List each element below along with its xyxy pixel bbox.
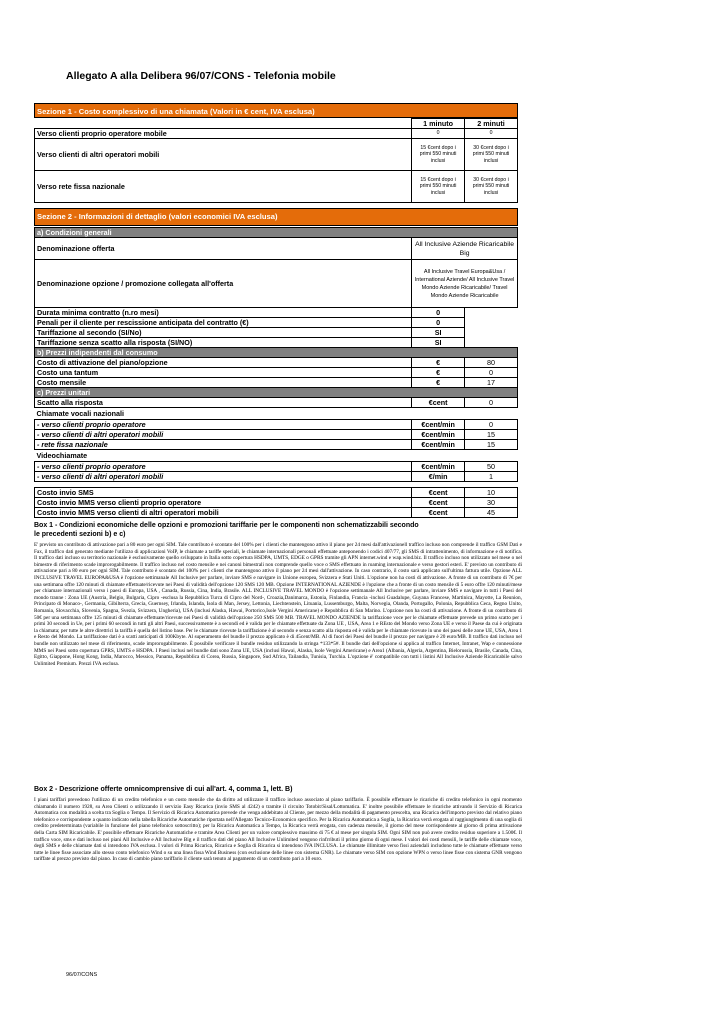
message-value: 30 — [465, 498, 518, 508]
box2-title: Box 2 - Descrizione offerte omnicomprensive di cui all'art. 4, comma 1, lett. B) — [34, 786, 293, 793]
message-label: Costo invio MMS verso clienti di altri operatori mobili — [35, 508, 412, 518]
scatto-label: Scatto alla risposta — [35, 398, 412, 408]
section1-table — [34, 118, 518, 203]
subsection-a-header: a) Condizioni generali — [35, 228, 518, 238]
general-value: SI — [412, 338, 465, 348]
message-unit: €cent — [412, 508, 465, 518]
row-label: Verso clienti di altri operatori mobili — [35, 139, 412, 171]
row-value: 30 €cent dopo i primi 550 minuti inclusi — [465, 171, 518, 203]
video-label: - verso clienti proprio operatore — [35, 462, 412, 472]
voice-header: Chiamate vocali nazionali — [35, 408, 412, 420]
page-footer: 96/07/CONS — [66, 972, 98, 978]
row-value: 0 — [465, 129, 518, 139]
row-label: Verso clienti proprio operatore mobile — [35, 129, 412, 139]
general-value: SI — [412, 328, 465, 338]
section2-table — [34, 227, 518, 518]
general-label: Penali per il cliente per rescissione anticipata del contratto (€) — [35, 318, 412, 328]
page-title: Allegato A alla Delibera 96/07/CONS - Telefonia mobile — [66, 70, 336, 82]
option-value: All Inclusive Travel Europa&Usa / International Aziende/ All Inclusive Travel Mondo Aziende Ricaricabile/ Travel Mondo Aziende Ricaricabile — [412, 260, 518, 308]
col-1-minuto: 1 minuto — [412, 119, 465, 129]
row-value: 0 — [412, 129, 465, 139]
video-unit: €/min — [412, 472, 465, 482]
subsection-c-header: c) Prezzi unitari — [35, 388, 518, 398]
voice-unit: €cent/min — [412, 440, 465, 450]
voice-label: - verso clienti di altri operatori mobili — [35, 430, 412, 440]
message-value: 10 — [465, 488, 518, 498]
option-label: Denominazione opzione / promozione collegata all'offerta — [35, 260, 412, 308]
scatto-value: 0 — [465, 398, 518, 408]
video-header: Videochiamate — [35, 450, 412, 462]
scatto-unit: €cent — [412, 398, 465, 408]
fixed-label: Costo mensile — [35, 378, 412, 388]
row-value: 30 €cent dopo i primi 550 minuti inclusi — [465, 139, 518, 171]
box1-title: Box 1 - Condizioni economiche delle opzioni e promozioni tariffarie per le componenti non schematizzabili secondo le precedenti sezioni b) e c) — [34, 522, 419, 538]
fixed-label: Costo di attivazione del piano/opzione — [35, 358, 412, 368]
row-value: 15 €cent dopo i primi 550 minuti inclusi — [412, 139, 465, 171]
fixed-unit: € — [412, 378, 465, 388]
general-value: 0 — [412, 308, 465, 318]
box2-text: I piani tariffari prevedono l'utilizzo di un credito telefonico e un costo mensile che da diritto ad utilizzare il traffico incluso associato al piano tariffario. È possibile effettuare le ricariche di credito telefonico in ogni momento chiamando il numero 1928, su Area Clienti o utilizzando il servizio Easy Ricarica (invio SMS al 4242) o tramite il circuito Totobit/Sisal/Lottomatica. E' inoltre possibile effettuare le ricariche attivando il Servizio di Ricarica Automatica con modalità a scelta tra Soglia o Tempo. Il Servizio di Ricarica Automatica prevede che venga addebitato al Cliente, per mezzo della modalità di pagamento prescelta, una Ricarica dell'importo previsto dal relativo piano telefonico e corrispondente a quanto indicato nella tabella Ricariche Automatiche riportata nell'Allegato Tecnico-Economico specifico. Per la Ricarica Automatica a Soglia, la Ricarica verrà erogata al raggiungimento di una soglia di credito predeterminata (variabile in funzione del piano telefonico sottoscritto); per la Ricarica Automatica a Tempo, la Ricarica verrà erogata, con cadenza mensile, il giorno del mese corrispondente al giorno di prima attivazione della Carta SIM Ricaricabile. E' possibile effettuare Ricariche Automatiche e tramite Area Clienti per un valore complessivo massimo di 75 € al mese per singola SIM. Ogni SIM non può avere credito residuo superiore a 1.500€. Il traffico voce, sms e dati incluso nei piani All Inclusive e All Inclusive Big e il traffico dati del piano All Inclusive Unlimited vengono rinfrributi il primo giorno di ogni mese. I valori dei costi mensili, le tariffe delle chiamate voce, degli SMS e delle chiamate dati si intendono IVA esclusa. I valori di Prima Ricarica, Ricarica e Soglia di Ricarica si intendono IVA INCLUSA. Le chiamate illimitate verso fissi aziendali includono tutte le chiamate effettuate verso tutte le linee fisse associate allo stesso conto telefonico Wind o su una linea fissa Wind Business (con esclusione delle linee con sistema GNR). Le chiamate verso SIM con opzione WPN o verso linee fisse con sistema GNR vengono tariffate al prezzo previsto dal piano. In caso di cambio piano tariffario il cliente sarà tenuto al pagamento di un contributo pari a 10 euro. — [34, 797, 522, 863]
message-unit: €cent — [412, 498, 465, 508]
voice-value: 15 — [465, 430, 518, 440]
offer-value: All Inclusive Aziende Ricaricabile Big — [412, 238, 518, 260]
voice-value: 0 — [465, 420, 518, 430]
section1-header: Sezione 1 - Costo complessivo di una chiamata (Valori in € cent, IVA esclusa) — [34, 103, 518, 118]
offer-label: Denominazione offerta — [35, 238, 412, 260]
message-unit: €cent — [412, 488, 465, 498]
row-label: Verso rete fissa nazionale — [35, 171, 412, 203]
message-label: Costo invio MMS verso clienti proprio operatore — [35, 498, 412, 508]
col-2-minuti: 2 minuti — [465, 119, 518, 129]
general-label: Tariffazione al secondo (SI/No) — [35, 328, 412, 338]
voice-value: 15 — [465, 440, 518, 450]
voice-unit: €cent/min — [412, 420, 465, 430]
voice-label: - verso clienti proprio operatore — [35, 420, 412, 430]
fixed-value: 80 — [465, 358, 518, 368]
general-label: Durata minima contratto (n.ro mesi) — [35, 308, 412, 318]
fixed-label: Costo una tantum — [35, 368, 412, 378]
general-value: 0 — [412, 318, 465, 328]
video-value: 50 — [465, 462, 518, 472]
row-value: 15 €cent dopo i primi 550 minuti inclusi — [412, 171, 465, 203]
box1-text: E' previsto un contributo di attivazione pari a 80 euro per ogni SIM. Tale contributo è scontato del 100% per i clienti che mantengono attivo il piano per 24 mesi dall'attivazionell traffico incluso non comprende il traffico GSM Dati e Fax, il traffico dati generato mediante l'utilizzo di applicazioni VoIP, le chiamate a tariffe speciali, le chiamate internazionali personali effettuate anteponendo i codici 407/77, gli SMS di intrattenimento, di informazione e di notifica. Il traffico dati incluso su territorio nazionale è esclusivamente quello sviluppato in Italia sotto copertura HSDPA, UMTS, EDGE o GPRS tramite gli APN internet.wind e wap.wind.biz. Il traffico incluso non utilizzato nel mese o nel bimestre di riferimento scade improrogabilmente. Il traffico incluso nel costo mensile e nei canoni bimestrali non comprende quello voce o SMS effettuato in roaming internazionale e verso gestori esteri. E' previsto un contributo di attivazione pari a 80 euro per ogni SIM. Tale contributo è scontato del 100% per i clienti che mantengono attivo il piano per 24 mesi dall'attivazione. In caso contrario, il costo sarà applicato sull'ultima fattura utile. Opzione ALL INCLUSIVE TRAVEL EUROPA&USA è l'opzione settimanale All Inclusive per parlare, inviare SMS e navigare in Unione europea, Svizzera e Stati Uniti. L'opzione non ha costi di attivazione. A fronte di un contributo di 7€ per una settimana offre 120 minuti di chiamate effettuate/ricevute nei Paesi di validità dell'opzione 120 SMS 120 MB. Opzione INTERNATIONAL AZIENDE è l'opzione che a fronte di un costo mensile di 5 euro offre 120 minuti/mese per chiamare internazionali verso i paesi di Europa, USA , Canada, Russia, Cina, India, Brasile. ALL INCLUSIVE TRAVEL MONDO è l'opzione settimanale All Inclusive per parlare, inviare SMS e navigare in tutti i Paesi del mondo tranne : Zona UE (Austria, Belgio, Bulgaria, Cipro -esclusa la Repubblica Turca di Cipro del Nord-, Croazia,Danimarca, Estonia, Finlandia, Francia -inclusi Guadalupe, Guyana Francese, Martinica, Mayotte, La Reunion, Principato di Monaco-, Germania, Gibilterra, Grecia, Guernsey, Irlanda, Islanda, Isola di Man, Jersey, Lettonia, Liechtenstein, Lituania, Lussemburgo, Malta, Norvegia, Olanda, Portogallo, Polonia, Repubblica Ceca, Regno Unito, Romania, Slovacchia, Slovenia, Spagna, Svezia, Svizzera, Ungheria), USA (inclusi Alaska, Hawai, Portorico,Isole Vergini Americane) e Repubblica di San Marino. L'opzione non ha costi di attivazione. A fronte di un contributo di 50€ per una settimana offre 125 minuti di chiamate effettuate/ricevute nei Paesi di validità dell'opzione 250 SMS 500 MB. TRAVEL MONDO AZIENDE la tariffazione voce per le chiamate effettuate prevede un primo scatto per i primi 30 secondi in Ue, per i primi 60 secondi in tutti gli altri Paesi, successivamente è a secondi ed è valida per le chiamate effettuate da Zona UE , USA, Area 1 e REsto del Mondo verso Zona UE e verso il Paese da cui è originata la chiamata; per tutte le altre direttrici la tariffa è quella del listino base. Per le chiamate ricevute la tariffazione è al secondo e senza scatto alla risposta ed è valida per le chiamate ricevute in uno dei paesi delle zone UE, USA, Area 1 e Resto del Mondo. La tariffazione dati è a scatti anticipati di 100Kbyte. Al superamento del bundle il prezzo applicato è di 45cent/MB. Al di fuori dei Paesi del bundle il prezzo per navigare è 20 euro/MB. Il traffico dati incluso nel bundle non utilizzato nel mese di riferimento, scade improrogabilmente. È possibile verificare il bundle residuo utilizzando la stringa *133*5#. Il bundle dati dell'opzione si applica al traffico Internet, Intranet, Wap e connessione MMS nei Paesi sotto copertura GPRS, UMTS e HSDPA. I Paesi inclusi nel bundle dati sono Zona UE, USA (inclusi Hawai, Alaska, Isole Vergini Americane) e Area1 (Albania, Algeria, Argentina, Bielorussia, Brasile, Canada, Cina, Egitto, Giappone, Hong Kong, India, Marocco, Messico, Panama, Repubblica di Corea, Russia, Singapore, Sud Africa, Tailandia, Tunisia, Turchia. L'opzione è' compatibile con tutti i listini All Inclusive Aziende Ricaricabile salvo Unlimited Premium. Prezzi IVA esclusa. — [34, 542, 522, 667]
general-label: Tariffazione senza scatto alla risposta (SI/NO) — [35, 338, 412, 348]
fixed-unit: € — [412, 358, 465, 368]
subsection-b-header: b) Prezzi indipendenti dal consumo — [35, 348, 518, 358]
message-label: Costo invio SMS — [35, 488, 412, 498]
video-label: - verso clienti di altri operatori mobili — [35, 472, 412, 482]
fixed-value: 17 — [465, 378, 518, 388]
video-unit: €cent/min — [412, 462, 465, 472]
voice-unit: €cent/min — [412, 430, 465, 440]
video-value: 1 — [465, 472, 518, 482]
section2-header: Sezione 2 - Informazioni di dettaglio (valori economici IVA esclusa) — [34, 208, 518, 226]
voice-label: - rete fissa nazionale — [35, 440, 412, 450]
fixed-value: 0 — [465, 368, 518, 378]
fixed-unit: € — [412, 368, 465, 378]
message-value: 45 — [465, 508, 518, 518]
